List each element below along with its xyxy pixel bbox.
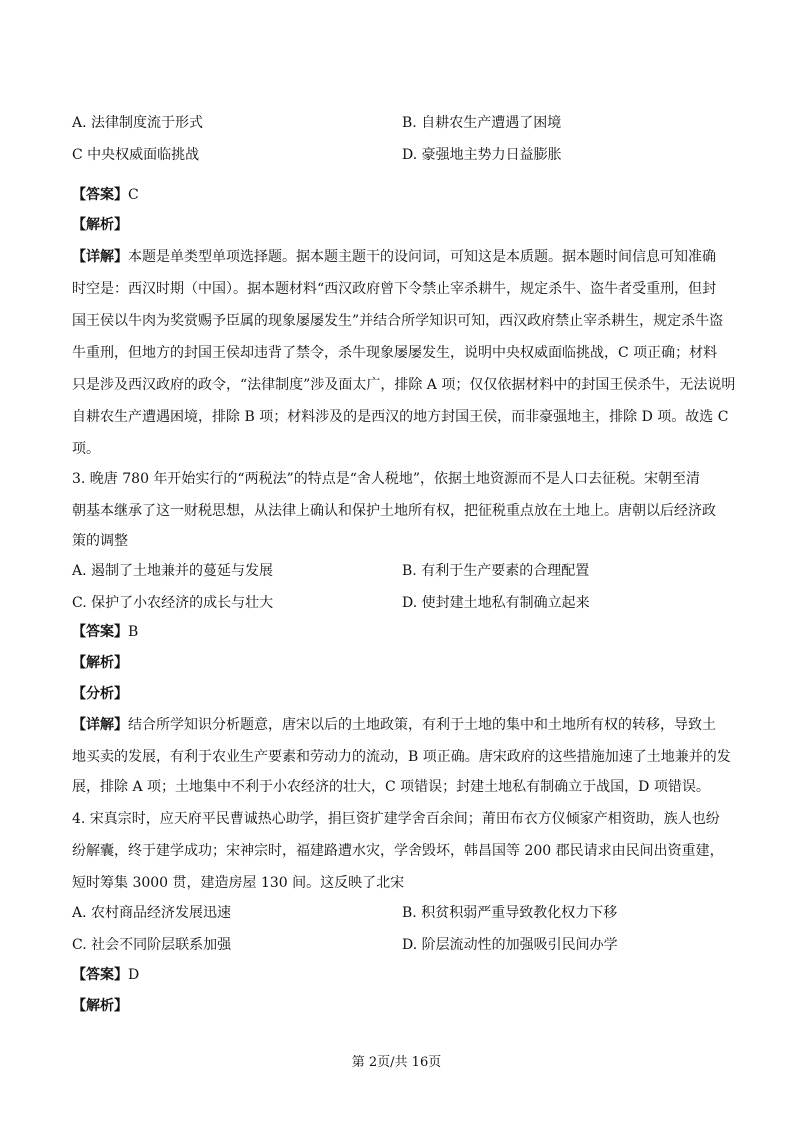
- q3-analysis-tag: 【解析】: [72, 655, 128, 671]
- q2-answer-value: C: [128, 187, 139, 203]
- q3-detail-line-3: 展，排除 A 项；土地集中不利于小农经济的壮大，C 项错误；封建土地私有制确立于战国，D 项错误。: [72, 779, 710, 795]
- q2-detail-line-5: 只是涉及西汉政府的政令，“法律制度”涉及面太广，排除 A 项；仅仅依据材料中的封国王侯杀牛，无法说明: [72, 377, 736, 393]
- q3-option-c: C. 保护了小农经济的成长与壮大: [72, 595, 274, 611]
- q3-detail-line-1: [72, 715, 716, 735]
- q2-detail-line-3: 国王侯以牛肉为奖赏赐予臣属的现象屡屡发生”并结合所学知识可知，西汉政府禁止宰杀耕生，规定杀牛盗: [72, 313, 724, 329]
- q3-detail-tag: 【详解】: [72, 717, 128, 733]
- q3-option-a: A. 遏制了土地兼并的蔓延与发展: [72, 563, 274, 579]
- q3-answer-tag: 【答案】: [72, 624, 128, 640]
- q4-option-b: B. 积贫积弱严重导致教化权力下移: [402, 905, 618, 921]
- q2-detail-line-2: 时空是：西汉时期（中国）。据本题材料“西汉政府曾下令禁止宰杀耕牛，规定杀牛、盗牛者受重刑，但封: [72, 281, 717, 297]
- q3-fenxi-tag: 【分析】: [72, 686, 128, 702]
- q3-stem-line-3: 策的调整: [72, 533, 128, 549]
- q2-analysis-tag: 【解析】: [72, 217, 128, 233]
- q4-stem-line-1: 4. 宋真宗时，应天府平民曹诚热心助学，捐巨资扩建学舍百余间；莆田布衣方仪倾家产相资助，族人也纷: [72, 811, 720, 827]
- q2-option-c: C 中央权威面临挑战: [72, 147, 200, 163]
- q2-answer: [72, 185, 139, 205]
- q4-option-a: A. 农村商品经济发展迅速: [72, 905, 232, 921]
- q4-option-d: D. 阶层流动性的加强吸引民间办学: [402, 937, 618, 953]
- q2-answer-tag: 【答案】: [72, 187, 128, 203]
- q4-answer-tag: 【答案】: [72, 967, 128, 983]
- q3-stem-line-1: 3. 晚唐 780 年开始实行的“两税法”的特点是“舍人税地”，依据土地资源而不是人口去征税。宋朝至清: [72, 471, 701, 487]
- q2-option-b: B. 自耕农生产遭遇了困境: [402, 115, 562, 131]
- q3-stem-line-2: 朝基本继承了这一财税思想，从法律上确认和保护土地所有权，把征税重点放在土地上。唐朝以后经济政: [72, 503, 716, 519]
- page-footer: 第 2页/共 16页: [351, 1055, 442, 1070]
- q4-answer-value: D: [128, 967, 140, 983]
- q2-detail-line-6: 自耕农生产遭遇困境，排除 B 项；材料涉及的是西汉的地方封国王侯，而非豪强地主，排除 D 项。故选 C: [72, 409, 729, 425]
- q2-detail-tag: 【详解】: [72, 249, 128, 265]
- q2-detail-line-4: 牛重刑，但地方的封国王侯却违背了禁令，杀牛现象屡屡发生，说明中央权威面临挑战，C 项正确；材料: [72, 345, 718, 361]
- q3-option-b: B. 有利于生产要素的合理配置: [402, 563, 590, 579]
- q4-stem-line-2: 纷解囊，终于建学成功；宋神宗时，福建路遭水灾，学舍毁坏，韩昌国等 200 郡民请求由民间出资重建，: [72, 843, 724, 859]
- q4-answer: [72, 965, 139, 985]
- q3-detail-line-2: 地买卖的发展，有利于农业生产要素和劳动力的流动，B 项正确。唐宋政府的这些措施加速了土地兼并的发: [72, 749, 731, 765]
- q3-detail-text: 结合所学知识分析题意，唐宋以后的土地政策，有利于土地的集中和土地所有权的转移，导致土: [128, 717, 716, 733]
- q2-option-a: A. 法律制度流于形式: [72, 115, 204, 131]
- q3-answer-value: B: [128, 624, 139, 640]
- q2-detail-line-1: [72, 247, 716, 267]
- q3-answer: [72, 622, 138, 642]
- q3-option-d: D. 使封建土地私有制确立起来: [402, 595, 590, 611]
- q2-detail-line-7: 项。: [72, 441, 100, 457]
- q2-option-d: D. 豪强地主势力日益膨胀: [402, 147, 562, 163]
- q4-option-c: C. 社会不同阶层联系加强: [72, 937, 232, 953]
- q4-stem-line-3: 短时筹集 3000 贯，建造房屋 130 间。这反映了北宋: [72, 875, 405, 891]
- q2-detail-text: 本题是单类型单项选择题。据本题主题干的设问词，可知这是本质题。据本题时间信息可知准确: [128, 249, 716, 265]
- q4-analysis-tag: 【解析】: [72, 998, 128, 1014]
